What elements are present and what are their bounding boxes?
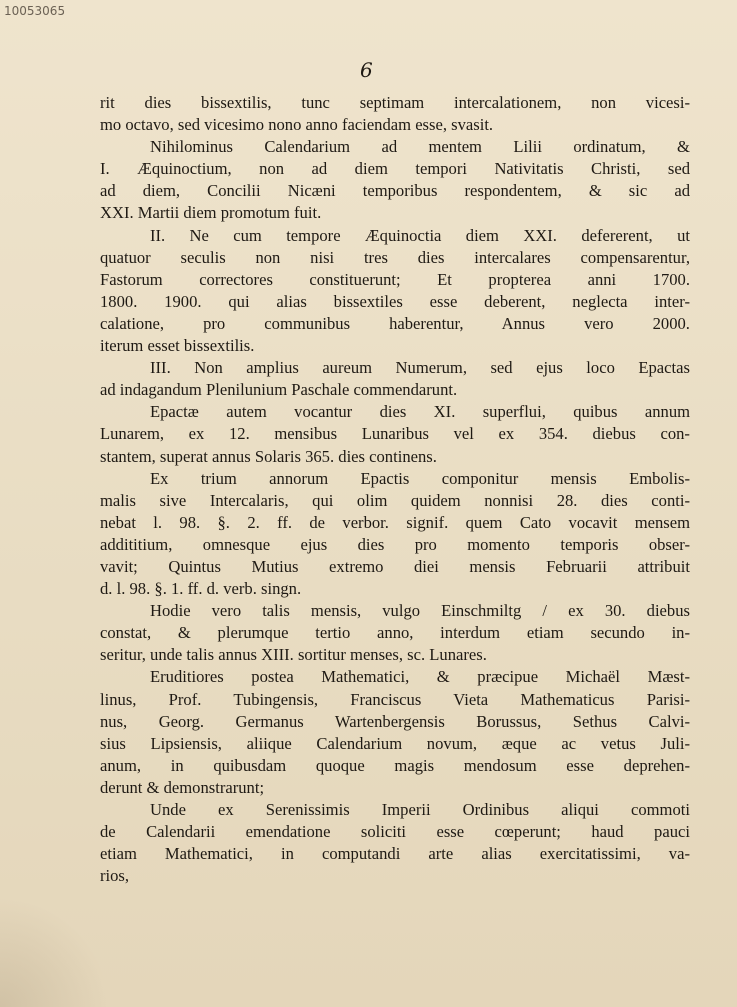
- text-line: iterum esset bissextilis.: [100, 336, 255, 356]
- text-line: Unde ex Serenissimis Imperii Ordinibus aliqui commoti: [150, 800, 690, 819]
- text-line: seritur, unde talis annus XIII. sortitur menses, sc. Lunares.: [100, 645, 487, 665]
- text-line: Lunarem, ex 12. mensibus Lunaribus vel ex 354. diebus con-: [100, 424, 690, 444]
- text-line: mo octavo, sed vicesimo nono anno faciendam esse, svasit.: [100, 115, 494, 135]
- text-line: linus, Prof. Tubingensis, Franciscus Vieta Mathematicus Parisi-: [100, 689, 691, 709]
- text-line: Eruditiores postea Mathematici, & præcipue Michaël Mæst-: [150, 667, 690, 687]
- text-line: d. l. 98. §. 1. ff. d. verb. singn.: [100, 579, 302, 599]
- page-number: 6: [360, 58, 373, 82]
- text-line: vavit; Quintus Mutius extremo diei mensis Februarii attribuit: [100, 556, 690, 576]
- text-line: I. Æquinoctium, non ad diem tempori Nativitatis Christi, sed: [100, 159, 690, 179]
- text-line: rit dies bissextilis, tunc septimam intercalationem, non vicesi-: [100, 93, 691, 112]
- text-line: Fastorum correctores constituerunt; Et propterea anni 1700.: [100, 269, 690, 289]
- body-text: [100, 92, 690, 887]
- text-line: nebat l. 98. §. 2. ff. de verbor. signif. quem Cato vocavit mensem: [100, 512, 691, 532]
- text-line: anum, in quibusdam quoque magis mendosum esse deprehen-: [100, 755, 690, 775]
- text-line: malis sive Intercalaris, qui olim quidem nonnisi 28. dies conti-: [100, 490, 691, 510]
- text-line: rios,: [100, 866, 130, 886]
- text-line: Epactæ autem vocantur dies XI. superflui, quibus annum: [150, 402, 691, 422]
- text-line: de Calendarii emendatione soliciti esse cœperunt; haud pauci: [100, 822, 690, 842]
- text-line: 1800. 1900. qui alias bissextiles esse deberent, neglecta inter-: [100, 291, 691, 311]
- text-line: XXI. Martii diem promotum fuit.: [100, 203, 322, 223]
- text-line: calatione, pro communibus haberentur, Annus vero 2000.: [100, 313, 690, 333]
- text-line: II. Ne cum tempore Æquinoctia diem XXI. defererent, ut: [150, 225, 690, 245]
- text-line: quatuor seculis non nisi tres dies intercalares compensarentur,: [100, 247, 690, 267]
- text-line: sius Lipsiensis, aliique Calendarium novum, æque ac vetus Juli-: [100, 733, 691, 753]
- page-corner-shadow: [0, 897, 110, 1007]
- text-line: Ex trium annorum Epactis componitur mensis Embolis-: [150, 468, 690, 488]
- text-line: ad indagandum Plenilunium Paschale commendarunt.: [100, 380, 458, 400]
- catalog-stamp: 10053065: [4, 4, 66, 18]
- text-line: etiam Mathematici, in computandi arte alias exercitatissimi, va-: [100, 844, 690, 864]
- text-line: derunt & demonstrarunt;: [100, 777, 265, 797]
- text-line: addititium, omnesque ejus dies pro momento temporis obser-: [100, 534, 690, 554]
- text-line: constat, & plerumque tertio anno, interdum etiam secundo in-: [100, 623, 691, 643]
- text-line: ad diem, Concilii Nicæni temporibus respondentem, & sic ad: [100, 181, 690, 201]
- text-line: nus, Georg. Germanus Wartenbergensis Borussus, Sethus Calvi-: [100, 711, 691, 731]
- text-line: Nihilominus Calendarium ad mentem Lilii ordinatum, &: [150, 137, 690, 157]
- text-line: Hodie vero talis mensis, vulgo Einschmiltg / ex 30. diebus: [150, 601, 690, 621]
- text-line: III. Non amplius aureum Numerum, sed ejus loco Epactas: [150, 358, 690, 378]
- text-line: stantem, superat annus Solaris 365. dies continens.: [100, 446, 437, 466]
